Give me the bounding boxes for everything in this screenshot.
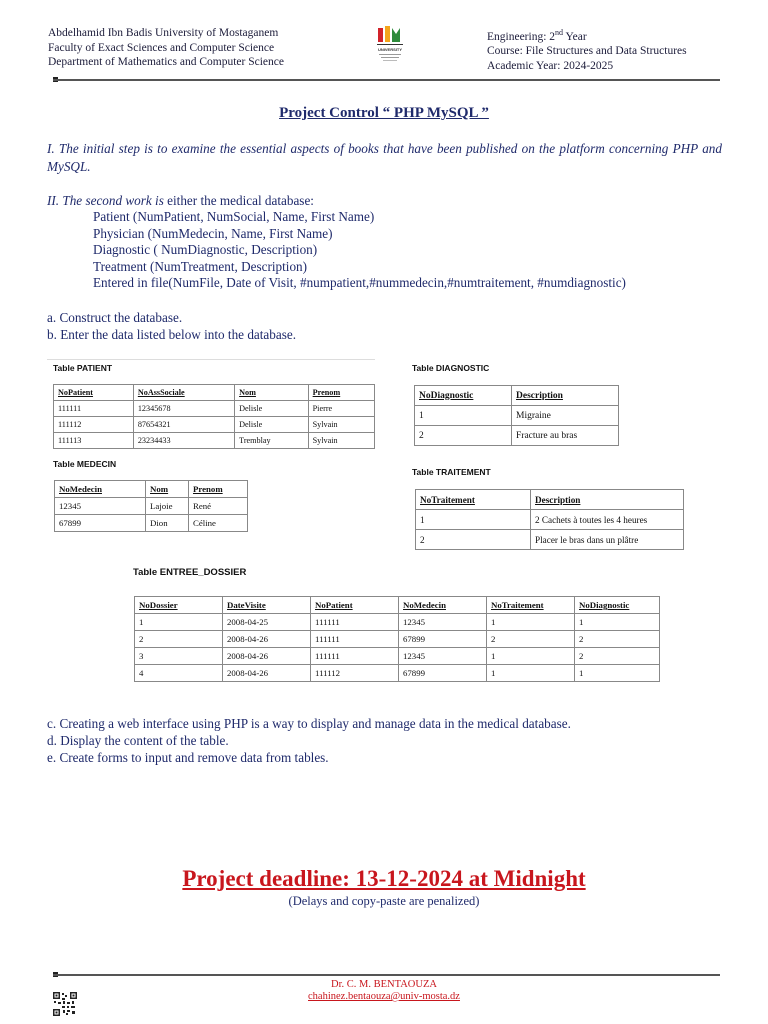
table-cell: 23234433	[133, 433, 234, 449]
step-b: b. Enter the data listed below into the database.	[47, 327, 297, 342]
table-cell: 2	[487, 631, 575, 648]
column-header: NoTraitement	[487, 597, 575, 614]
column-header: NoPatient	[311, 597, 399, 614]
table-cell: Fracture au bras	[512, 426, 619, 446]
table-cell: 2	[416, 530, 531, 550]
department-name: Department of Mathematics and Computer Science	[48, 56, 284, 68]
column-header: NoDiagnostic	[575, 597, 660, 614]
table-cell: 1	[415, 406, 512, 426]
table-cell: 2 Cachets à toutes les 4 heures	[531, 510, 684, 530]
table-cell: Sylvain	[308, 433, 374, 449]
column-header: NoDossier	[135, 597, 223, 614]
table-cell: 111111	[54, 401, 134, 417]
table-cell: Pierre	[308, 401, 374, 417]
column-header: Nom	[235, 385, 309, 401]
table-cell: 67899	[399, 631, 487, 648]
section-2-intro: II. The second work is either the medical database:	[47, 193, 314, 208]
column-header: Prenom	[189, 481, 248, 498]
project-deadline: Project deadline: 13-12-2024 at Midnight	[182, 866, 586, 891]
course-block	[487, 26, 687, 73]
steps-ab	[47, 309, 722, 343]
column-header: Prenom	[308, 385, 374, 401]
table-row	[416, 510, 684, 530]
table-row	[135, 648, 660, 665]
step-e: e. Create forms to input and remove data from tables.	[47, 750, 329, 765]
step-d: d. Display the content of the table.	[47, 733, 229, 748]
schema-entered-in-file: Entered in file(NumFile, Date of Visit, #numpatient,#nummedecin,#numtraitement, #numdiagnostic)	[93, 275, 626, 290]
table-cell: Delisle	[235, 417, 309, 433]
engineering-year: Engineering: 2nd Year	[487, 28, 587, 43]
table-cell: Migraine	[512, 406, 619, 426]
table-cell: 12345	[399, 614, 487, 631]
university-name: Abdelhamid Ibn Badis University of Mostaganem	[48, 27, 279, 39]
diagnostic-table-label: Table DIAGNOSTIC	[412, 363, 490, 373]
table-row	[135, 614, 660, 631]
table-cell: 2008-04-26	[223, 648, 311, 665]
traitement-table	[415, 489, 684, 550]
patient-table-frame	[47, 359, 375, 360]
column-header: NoDiagnostic	[415, 386, 512, 406]
table-header-row	[54, 385, 375, 401]
table-row	[135, 631, 660, 648]
medecin-table	[54, 480, 248, 532]
column-header: Description	[512, 386, 619, 406]
column-header: NoMedecin	[55, 481, 146, 498]
table-cell: Placer le bras dans un plâtre	[531, 530, 684, 550]
svg-text:UNIVERSITY: UNIVERSITY	[377, 47, 403, 52]
table-row	[54, 417, 375, 433]
table-cell: 1	[575, 614, 660, 631]
table-cell: 1	[487, 614, 575, 631]
institution-block	[48, 26, 284, 70]
table-cell: 12345	[55, 498, 146, 515]
table-cell: 67899	[399, 665, 487, 682]
table-cell: 2008-04-26	[223, 631, 311, 648]
table-row	[54, 433, 375, 449]
column-header: NoTraitement	[416, 490, 531, 510]
section-1-text: I. The initial step is to examine the essential aspects of books that have been published on the platform concerning PHP and MySQL.	[47, 141, 722, 174]
table-cell: Dion	[146, 515, 189, 532]
table-row	[415, 426, 619, 446]
column-header: Description	[531, 490, 684, 510]
table-cell: 2	[415, 426, 512, 446]
column-header: Nom	[146, 481, 189, 498]
table-cell: Tremblay	[235, 433, 309, 449]
step-a: a. Construct the database.	[47, 310, 183, 325]
table-cell: 111111	[311, 648, 399, 665]
table-row	[415, 406, 619, 426]
footer-rule	[53, 974, 720, 976]
table-cell: 4	[135, 665, 223, 682]
schema-treatment: Treatment (NumTreatment, Description)	[93, 258, 308, 274]
table-header-row	[135, 597, 660, 614]
table-cell: 111113	[54, 433, 134, 449]
diagnostic-table	[414, 385, 619, 446]
table-cell: 2	[135, 631, 223, 648]
entree-dossier-table	[134, 596, 660, 682]
schema-patient: Patient (NumPatient, NumSocial, Name, First Name)	[93, 209, 375, 224]
table-header-row	[415, 386, 619, 406]
schema-diagnostic: Diagnostic ( NumDiagnostic, Description)	[93, 242, 318, 257]
table-cell: 1	[135, 614, 223, 631]
entree-dossier-table-label: Table ENTREE_DOSSIER	[133, 567, 247, 578]
author-email-link[interactable]: chahinez.bentaouza@univ-mosta.dz	[308, 991, 460, 1002]
qr-code-icon	[53, 992, 77, 1016]
table-cell: 67899	[55, 515, 146, 532]
column-header: NoMedecin	[399, 597, 487, 614]
table-row	[55, 515, 248, 532]
table-row	[135, 665, 660, 682]
table-cell: 2008-04-25	[223, 614, 311, 631]
table-cell: 1	[487, 648, 575, 665]
patient-table-label: Table PATIENT	[53, 363, 113, 373]
table-cell: 12345678	[133, 401, 234, 417]
column-header: NoAssSociale	[133, 385, 234, 401]
schema-list	[93, 209, 626, 292]
column-header: NoPatient	[54, 385, 134, 401]
table-header-row	[416, 490, 684, 510]
table-cell: 87654321	[133, 417, 234, 433]
table-row	[54, 401, 375, 417]
table-cell: Sylvain	[308, 417, 374, 433]
table-row	[55, 498, 248, 515]
table-cell: René	[189, 498, 248, 515]
table-cell: 111112	[311, 665, 399, 682]
steps-cde	[47, 715, 722, 766]
medecin-table-label: Table MEDECIN	[53, 459, 117, 469]
table-cell: 1	[575, 665, 660, 682]
penalty-note: (Delays and copy-paste are penalized)	[288, 894, 480, 908]
table-cell: 1	[487, 665, 575, 682]
table-cell: 2	[575, 648, 660, 665]
table-cell: Delisle	[235, 401, 309, 417]
university-logo-icon	[374, 24, 406, 66]
step-c: c. Creating a web interface using PHP is a way to display and manage data in the medical database.	[47, 716, 571, 731]
table-cell: 2	[575, 631, 660, 648]
schema-physician: Physician (NumMedecin, Name, First Name)	[93, 225, 333, 241]
table-cell: 111111	[311, 614, 399, 631]
course-name: Course: File Structures and Data Structures	[487, 45, 687, 58]
header-rule	[53, 79, 720, 81]
column-header: DateVisite	[223, 597, 311, 614]
table-cell: 111111	[311, 631, 399, 648]
academic-year: Academic Year: 2024-2025	[487, 59, 614, 72]
table-cell: Lajoie	[146, 498, 189, 515]
traitement-table-label: Table TRAITEMENT	[412, 467, 491, 477]
page-title: Project Control “ PHP MySQL ”	[279, 105, 489, 121]
table-header-row	[55, 481, 248, 498]
table-cell: 3	[135, 648, 223, 665]
table-cell: 12345	[399, 648, 487, 665]
table-cell: Céline	[189, 515, 248, 532]
table-cell: 111112	[54, 417, 134, 433]
faculty-name: Faculty of Exact Sciences and Computer Science	[48, 41, 275, 54]
table-cell: 2008-04-26	[223, 665, 311, 682]
author-name: Dr. C. M. BENTAOUZA	[331, 979, 437, 990]
patient-table	[53, 384, 375, 449]
table-cell: 1	[416, 510, 531, 530]
table-row	[416, 530, 684, 550]
